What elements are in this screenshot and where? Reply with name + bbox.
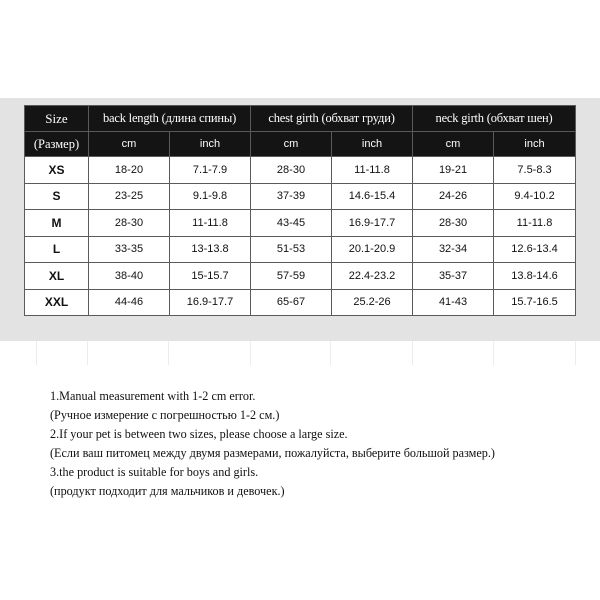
note-line: 1.Manual measurement with 1-2 cm error. <box>50 389 256 403</box>
measurement-cell: 19-21 <box>413 157 494 184</box>
unit-label: cm <box>251 132 332 157</box>
measurement-cell: 11-11.8 <box>494 210 576 237</box>
measurement-cell: 51-53 <box>251 236 332 263</box>
unit-label: inch <box>332 132 413 157</box>
measurement-cell: 35-37 <box>413 263 494 290</box>
measurement-cell: 9.4-10.2 <box>494 183 576 210</box>
measurement-cell: 28-30 <box>251 157 332 184</box>
measurement-cell: 13-13.8 <box>170 236 251 263</box>
note-line: (Если ваш питомец между двумя размерами, пожалуйста, выберите большой размер.) <box>50 446 495 460</box>
size-cell: XXL <box>25 289 89 316</box>
table-row <box>25 183 576 210</box>
measurement-cell: 65-67 <box>251 289 332 316</box>
size-chart-table <box>24 105 576 316</box>
size-cell: S <box>25 183 89 210</box>
unit-label: inch <box>170 132 251 157</box>
measurement-cell: 57-59 <box>251 263 332 290</box>
note-line: 2.If your pet is between two sizes, please choose a large size. <box>50 427 348 441</box>
header-chest-girth: chest girth (обхват груди) <box>251 106 413 132</box>
measurement-cell: 41-43 <box>413 289 494 316</box>
measurement-cell: 24-26 <box>413 183 494 210</box>
measurement-cell: 16.9-17.7 <box>332 210 413 237</box>
note-line: (продукт подходит для мальчиков и девочек.) <box>50 484 285 498</box>
measurement-cell: 16.9-17.7 <box>170 289 251 316</box>
measurement-cell: 15.7-16.5 <box>494 289 576 316</box>
measurement-cell: 38-40 <box>89 263 170 290</box>
measurement-cell: 18-20 <box>89 157 170 184</box>
measurement-cell: 14.6-15.4 <box>332 183 413 210</box>
table-row <box>25 236 576 263</box>
size-cell: L <box>25 236 89 263</box>
measurement-cell: 25.2-26 <box>332 289 413 316</box>
size-table-body <box>25 157 576 316</box>
measurement-cell: 7.5-8.3 <box>494 157 576 184</box>
measurement-cell: 11-11.8 <box>170 210 251 237</box>
header-back-length: back length (длина спины) <box>89 106 251 132</box>
measurement-cell: 33-35 <box>89 236 170 263</box>
table-row <box>25 157 576 184</box>
note-line: (Ручное измерение с погрешностью 1-2 см.) <box>50 408 280 422</box>
unit-label: inch <box>494 132 576 157</box>
unit-label: cm <box>413 132 494 157</box>
measurement-cell: 13.8-14.6 <box>494 263 576 290</box>
measurement-cell: 43-45 <box>251 210 332 237</box>
header-size: Size <box>25 106 89 132</box>
measurement-cell: 37-39 <box>251 183 332 210</box>
size-cell: M <box>25 210 89 237</box>
band-tick-marks <box>0 341 600 367</box>
measurement-cell: 44-46 <box>89 289 170 316</box>
size-cell: XL <box>25 263 89 290</box>
size-cell: XS <box>25 157 89 184</box>
table-row <box>25 210 576 237</box>
measurement-cell: 11-11.8 <box>332 157 413 184</box>
header-neck-girth: neck girth (обхват шен) <box>413 106 576 132</box>
note-line: 3.the product is suitable for boys and girls. <box>50 465 259 479</box>
header-size-ru: (Размер) <box>25 132 89 157</box>
measurement-cell: 32-34 <box>413 236 494 263</box>
measurement-cell: 23-25 <box>89 183 170 210</box>
table-row <box>25 263 576 290</box>
measurement-cell: 9.1-9.8 <box>170 183 251 210</box>
measurement-cell: 22.4-23.2 <box>332 263 413 290</box>
measurement-cell: 12.6-13.4 <box>494 236 576 263</box>
table-row <box>25 289 576 316</box>
size-notes <box>50 387 590 501</box>
measurement-cell: 28-30 <box>413 210 494 237</box>
unit-label: cm <box>89 132 170 157</box>
measurement-cell: 7.1-7.9 <box>170 157 251 184</box>
measurement-cell: 20.1-20.9 <box>332 236 413 263</box>
measurement-cell: 28-30 <box>89 210 170 237</box>
measurement-cell: 15-15.7 <box>170 263 251 290</box>
